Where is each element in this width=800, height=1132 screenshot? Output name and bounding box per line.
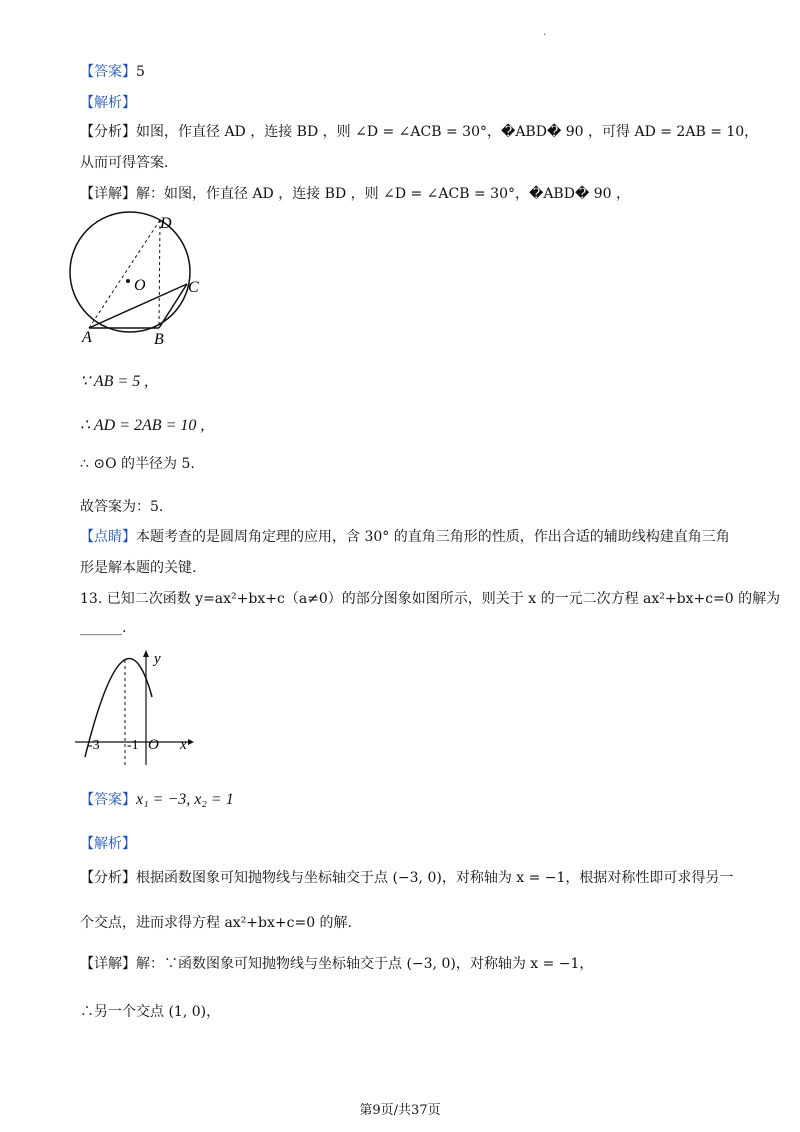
q12-detail-line1: 【详解】解：如图，作直径 AD ，连接 BD ，则 ∠D = ∠ACB = 30°，�ABD� 90 ， — [80, 186, 631, 202]
page-footer: 第9页/共37页 — [359, 1103, 441, 1118]
chord-db — [159, 220, 160, 326]
parabola-figure — [70, 645, 200, 770]
q12-answer-line — [80, 62, 145, 82]
q12-final: 故答案为：5. — [80, 499, 164, 515]
q13-stem-line2: ______. — [80, 620, 127, 636]
answer-value: x₁ = −3, x₂ = 1 — [136, 791, 234, 808]
answer-tag: 【答案】 — [80, 64, 136, 80]
q12-step1: ∵ AB = 5 , — [80, 373, 149, 390]
q12-comment-line1: 【点睛】本题考查的是圆周角定理的应用，含 30° 的直角三角形的性质，作出合适的辅助线构建直角三角 — [80, 529, 730, 545]
q12-step3: ∴ ⊙O 的半径为 5. — [80, 456, 195, 472]
label-minus1: -1 — [127, 738, 139, 753]
q13-detail-line1: 【详解】解：∵函数图象可知抛物线与坐标轴交于点 (−3, 0)，对称轴为 x = −1， — [80, 956, 594, 972]
q13-fenxi-line2: 个交点，进而求得方程 ax²+bx+c=0 的解. — [80, 915, 353, 931]
label-minus3: -3 — [88, 738, 100, 753]
label-a: A — [82, 329, 92, 346]
label-d: D — [160, 215, 172, 232]
q13-analysis-tag: 【解析】 — [80, 836, 136, 852]
q12-comment-line2: 形是解本题的关键. — [80, 560, 197, 576]
corner-mark: · — [543, 30, 547, 41]
label-c: C — [188, 279, 199, 296]
center-dot — [126, 279, 130, 283]
q13-stem-line1: 13. 已知二次函数 y=ax²+bx+c（a≠0）的部分图象如图所示，则关于 x 的一元二次方程 ax²+bx+c=0 的解为 — [80, 591, 781, 607]
q13-fenxi-line1: 【分析】根据函数图象可知抛物线与坐标轴交于点 (−3, 0)，对称轴为 x = −1，根据对称性即可求得另一 — [80, 870, 734, 886]
circle-o — [70, 212, 190, 332]
q13-answer-line: 【答案】x₁ = −3, x₂ = 1 — [80, 791, 234, 808]
label-origin: O — [148, 737, 159, 753]
label-y: y — [154, 651, 161, 667]
q13-step1: ∴另一个交点 (1, 0)， — [80, 1004, 221, 1020]
q12-step2: ∴ AD = 2AB = 10 , — [80, 417, 205, 434]
q12-fenxi-line2: 从而可得答案. — [80, 155, 169, 171]
q12-fenxi-line1: 【分析】如图，作直径 AD ，连接 BD ，则 ∠D = ∠ACB = 30°，�ABD� 90 ，可得 AD = 2AB = 10， — [80, 124, 759, 140]
label-o: O — [134, 277, 146, 294]
x-axis-arrow — [188, 739, 194, 745]
y-axis-arrow — [143, 650, 149, 657]
q12-analysis-tag: 【解析】 — [80, 95, 136, 111]
label-x: x — [180, 737, 187, 753]
circle-figure — [62, 208, 212, 348]
answer-value: 5 — [136, 64, 145, 80]
label-b: B — [154, 331, 164, 348]
